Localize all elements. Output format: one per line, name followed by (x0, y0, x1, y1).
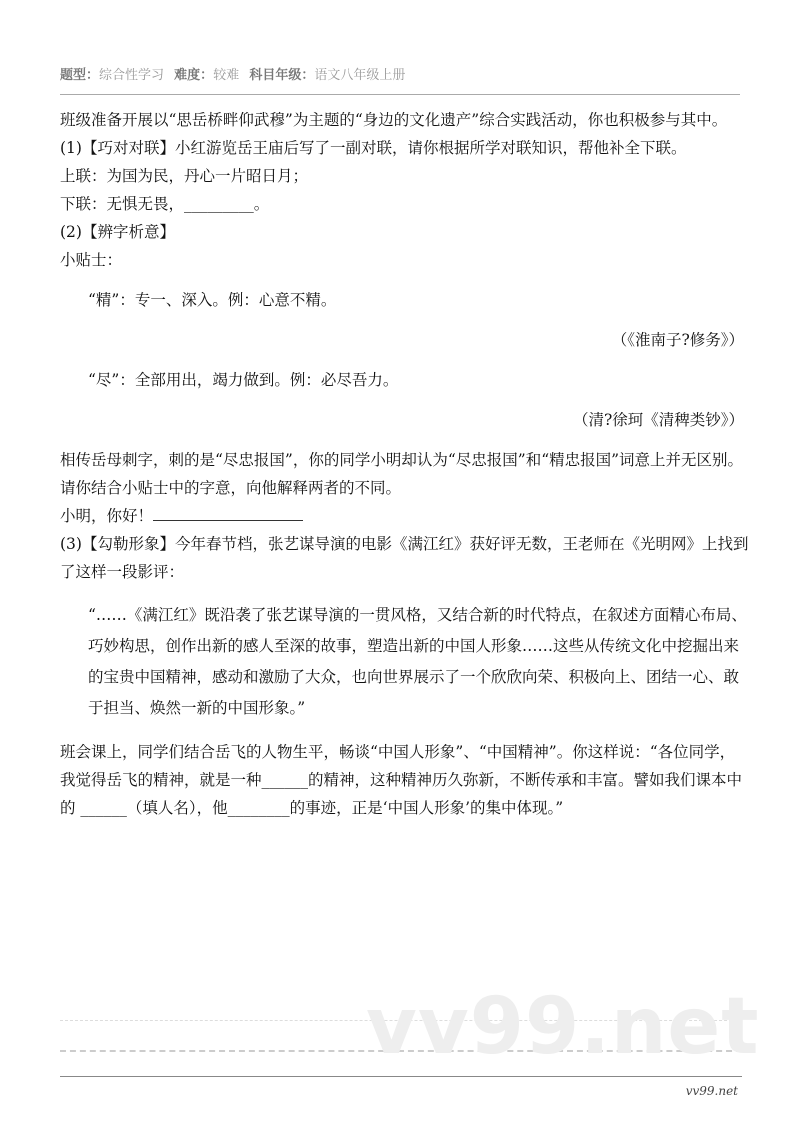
q2-tip-2: “尽”：全部用出，竭力做到。例：必尽吾力。 (88, 371, 399, 389)
q3-title: (3)【勾勒形象】今年春节档，张艺谋导演的电影《满江红》获好评无数，王老师在《光明网》上找到了这样一段影评： (60, 535, 749, 581)
intro-text: 班级准备开展以“思岳桥畔仰武穆”为主题的“身边的文化遗产”综合实践活动，你也积极参与其中。 (60, 111, 728, 129)
footer-site: vv99.net (685, 1084, 738, 1098)
q2-answer-line (60, 502, 750, 530)
q1-lower-couplet: 下联：无惧无畏，_________。 (60, 195, 270, 213)
q2-tip-2-source: （清?徐珂《清稗类钞》） (572, 411, 744, 429)
footer-divider (60, 1076, 742, 1077)
difficulty-value: 较难 (213, 68, 240, 83)
q1-title: (1)【巧对对联】小红游览岳王庙后写了一副对联，请你根据所学对联知识，帮他补全下联。 (60, 139, 687, 157)
type-label: 题型： (60, 68, 100, 83)
question-body (60, 106, 750, 822)
q2-title: (2)【辨字析意】 (60, 223, 175, 241)
q2-tip-1: “精”：专一、深入。例：心意不精。 (88, 291, 337, 309)
subject-label: 科目年级： (249, 68, 315, 83)
q1-upper-couplet: 上联：为国为民，丹心一片昭日月； (60, 167, 309, 185)
q2-tip-label: 小贴士： (60, 251, 123, 269)
q2-answer-prefix: 小明，你好！ (60, 507, 154, 525)
watermark: vv99.net (366, 982, 760, 1072)
question-meta (60, 64, 740, 83)
q3-quote: “……《满江红》既沿袭了张艺谋导演的一贯风格，又结合新的时代特点，在叙述方面精心布局、巧妙构思，创作出新的感人至深的故事，塑造出新的中国人形象……这些从传统文化中挖掘出来的宝贵中国精神，感动和激励了大众，也向世界展示了一个欣欣向荣、积极向上、团结一心、敢于担当、焕然一新的中国形象。” (88, 606, 747, 717)
type-value: 综合性学习 (99, 68, 165, 83)
answer-blank[interactable] (153, 504, 303, 521)
q3-task: 班会课上，同学们结合岳飞的人物生平，畅谈“中国人形象”、“中国精神”。你这样说：“各位同学，我觉得岳飞的精神，就是一种______的精神，这种精神历久弥新，不断传承和丰富。譬如我们课本中的 ______（填人名），他________的事迹，正是‘中国人形象’的集中体现。” (60, 743, 743, 817)
difficulty-label: 难度： (174, 68, 214, 83)
q2-question: 相传岳母刺字，刺的是“尽忠报国”，你的同学小明却认为“尽忠报国”和“精忠报国”词意上并无区别。请你结合小贴士中的字意，向他解释两者的不同。 (60, 451, 744, 497)
q2-tip-1-source: （《淮南子?修务》） (611, 331, 744, 349)
header-divider (60, 94, 740, 95)
subject-value: 语文八年级上册 (314, 68, 406, 83)
